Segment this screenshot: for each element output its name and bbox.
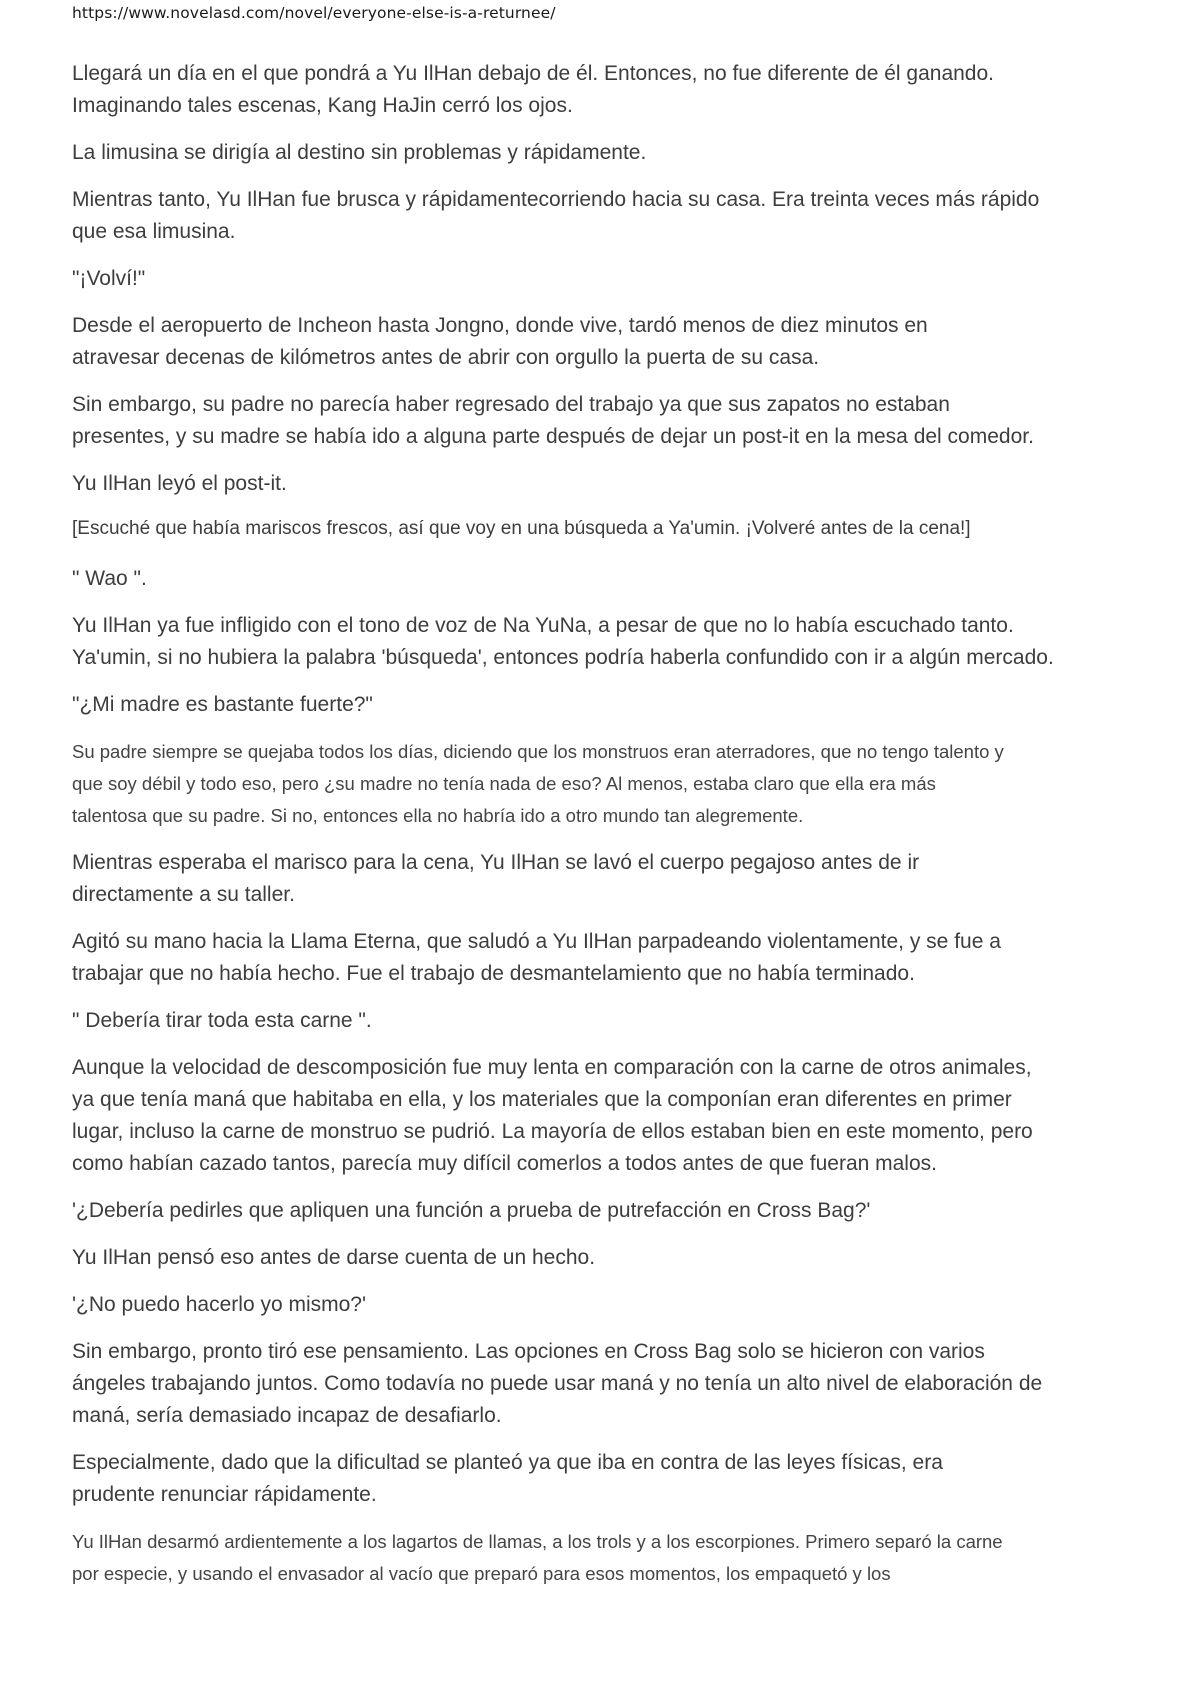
page-url[interactable]: https://www.novelasd.com/novel/everyone-else-is-a-returnee/: [72, 4, 556, 22]
paragraph-13: Mientras esperaba el marisco para la cena, Yu IlHan se lavó el cuerpo pegajoso antes de ir directamente a su taller.: [72, 851, 920, 906]
paragraph-11: "¿Mi madre es bastante fuerte?": [72, 693, 373, 716]
paragraph-2: La limusina se dirigía al destino sin problemas y rápidamente.: [72, 141, 647, 164]
paragraph-18: Yu IlHan pensó eso antes de darse cuenta de un hecho.: [72, 1246, 596, 1269]
paragraph-9: " Wao ".: [72, 567, 147, 590]
paragraph-15: " Debería tirar toda esta carne ".: [72, 1009, 372, 1032]
paragraph-19: '¿No puedo hacerlo yo mismo?': [72, 1293, 366, 1316]
paragraph-3: Mientras tanto, Yu IlHan fue brusca y rápidamentecorriendo hacia su casa. Era treinta veces más rápido que esa limusina.: [72, 188, 1040, 243]
paragraph-5: Desde el aeropuerto de Incheon hasta Jongno, donde vive, tardó menos de diez minutos en atravesar decenas de kilómetros antes de abrir con orgullo la puerta de su casa.: [72, 314, 928, 369]
paragraph-16: Aunque la velocidad de descomposición fue muy lenta en comparación con la carne de otros animales, ya que tenía maná que habitaba en ella, y los materiales que la componían eran diferentes en primer lugar, incluso la carne de monstruo se pudrió. La mayoría de ellos estaban bien en este momento, pero como habían cazado tantos, parecía muy difícil comerlos a todos antes de que fueran malos.: [72, 1056, 1033, 1175]
paragraph-1: Llegará un día en el que pondrá a Yu IlHan debajo de él. Entonces, no fue diferente de él ganando. Imaginando tales escenas, Kang HaJin cerró los ojos.: [72, 62, 995, 117]
paragraph-4: "¡Volví!": [72, 267, 146, 290]
paragraph-21: Especialmente, dado que la dificultad se planteó ya que iba en contra de las leyes físicas, era prudente renunciar rápidamente.: [72, 1451, 943, 1506]
paragraph-12: Su padre siempre se quejaba todos los días, diciendo que los monstruos eran aterradores, que no tengo talento y que soy débil y todo eso, pero ¿su madre no tenía nada de eso? Al menos, estaba claro que ella era más talentosa que su padre. Si no, entonces ella no habría ido a otro mundo tan alegremente.: [72, 741, 1004, 826]
paragraph-6: Sin embargo, su padre no parecía haber regresado del trabajo ya que sus zapatos no estaban presentes, y su madre se había ido a alguna parte después de dejar un post-it en la mesa del comedor.: [72, 393, 1034, 448]
paragraph-7: Yu IlHan leyó el post-it.: [72, 472, 287, 495]
paragraph-20: Sin embargo, pronto tiró ese pensamiento. Las opciones en Cross Bag solo se hicieron con varios ángeles trabajando juntos. Como todavía no puede usar maná y no tenía un alto nivel de elaboración de maná, sería demasiado incapaz de desafiarlo.: [72, 1340, 1043, 1427]
paragraph-17: '¿Debería pedirles que apliquen una función a prueba de putrefacción en Cross Bag?': [72, 1199, 871, 1222]
document-body: [72, 58, 1132, 1605]
paragraph-14: Agitó su mano hacia la Llama Eterna, que saludó a Yu IlHan parpadeando violentamente, y se fue a trabajar que no había hecho. Fue el trabajo de desmantelamiento que no había terminado.: [72, 930, 1001, 985]
paragraph-22: Yu IlHan desarmó ardientemente a los lagartos de llamas, a los trols y a los escorpiones. Primero separó la carne por especie, y usando el envasador al vacío que preparó para esos momentos, los empaquetó y los: [72, 1531, 1003, 1584]
post-it-note: [Escuché que había mariscos frescos, así que voy en una búsqueda a Ya'umin. ¡Volveré antes de la cena!]: [72, 518, 971, 539]
paragraph-10: Yu IlHan ya fue infligido con el tono de voz de Na YuNa, a pesar de que no lo había escuchado tanto. Ya'umin, si no hubiera la palabra 'búsqueda', entonces podría haberla confundido con ir a algún mercado.: [72, 614, 1054, 669]
